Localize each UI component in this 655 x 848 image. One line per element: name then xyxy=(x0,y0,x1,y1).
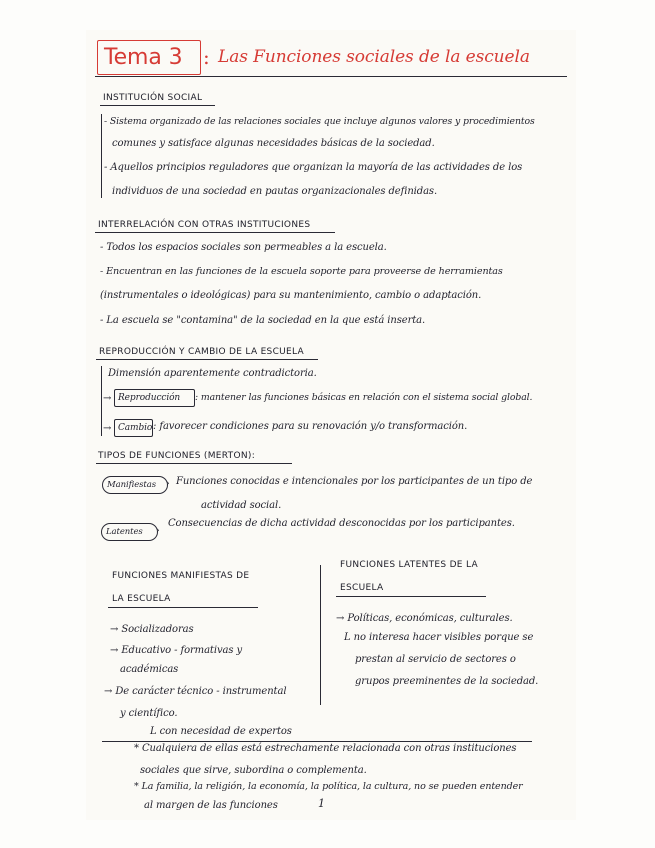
heading-underline xyxy=(100,105,215,106)
interrelacion-line-2: - Encuentran en las funciones de la escuela soporte para proveerse de herramientas xyxy=(100,266,503,277)
note-line-4: al margen de las funciones xyxy=(144,800,278,811)
latentes-item-4: grupos preeminentes de la sociedad. xyxy=(355,676,539,687)
manifiestas-item-5: y científico. xyxy=(120,708,178,719)
latentes-arrow: › xyxy=(156,526,160,536)
heading-interrelacion: INTERRELACIÓN CON OTRAS INSTITUCIONES xyxy=(98,220,311,230)
institucion-line-1: - Sistema organizado de las relaciones sociales que incluye algunos valores y procedimientos xyxy=(104,116,535,127)
institucion-line-4: individuos de una sociedad en pautas organizacionales definidas. xyxy=(112,186,438,197)
heading-reproduccion: REPRODUCCIÓN Y CAMBIO DE LA ESCUELA xyxy=(99,347,305,357)
column-underline xyxy=(108,607,258,608)
reproduccion-text: : mantener las funciones básicas en relación con el sistema social global. xyxy=(195,392,533,403)
title-colon: : xyxy=(203,45,210,69)
institucion-bracket xyxy=(101,114,102,198)
manifiestas-item-3: académicas xyxy=(120,664,179,675)
manifiestas-item-1: → Socializadoras xyxy=(110,624,194,635)
latentes-item-1: → Políticas, económicas, culturales. xyxy=(336,613,513,624)
notes-divider xyxy=(102,741,532,742)
manifiestas-item-6: L con necesidad de expertos xyxy=(150,726,292,737)
reproduccion-label: Reproducción xyxy=(118,393,181,403)
heading-tipos: TIPOS DE FUNCIONES (MERTON): xyxy=(98,451,256,461)
manifiestas-label: Manifiestas xyxy=(107,480,156,490)
cambio-label: Cambio xyxy=(118,423,153,433)
column-divider xyxy=(320,565,321,705)
manifiestas-item-4: → De carácter técnico - instrumental xyxy=(104,686,287,697)
note-line-2: sociales que sirve, subordina o complementa. xyxy=(140,765,367,776)
title-underline xyxy=(95,76,567,77)
note-line-3: * La familia, la religión, la economía, la política, la cultura, no se pueden entender xyxy=(134,781,523,792)
latentes-item-3: prestan al servicio de sectores o xyxy=(355,654,516,665)
heading-underline xyxy=(96,463,292,464)
institucion-line-2: comunes y satisface algunas necesidades básicas de la sociedad. xyxy=(112,138,435,149)
manifiestas-col-heading-1: FUNCIONES MANIFIESTAS DE xyxy=(112,571,250,581)
page-title: Las Funciones sociales de la escuela xyxy=(218,47,530,67)
manifiestas-item-2: → Educativo - formativas y xyxy=(110,645,243,656)
latentes-item-2: L no interesa hacer visibles porque se xyxy=(344,632,534,643)
manifiestas-arrow: › xyxy=(166,479,170,489)
cambio-text: : favorecer condiciones para su renovación y/o transformación. xyxy=(153,421,468,432)
note-line-1: * Cualquiera de ellas está estrechamente relacionada con otras instituciones xyxy=(134,743,517,754)
manifiestas-text-1: Funciones conocidas e intencionales por los participantes de un tipo de xyxy=(176,476,533,487)
institucion-line-3: - Aquellos principios reguladores que organizan la mayoría de las actividades de los xyxy=(104,162,523,173)
latentes-col-heading-1: FUNCIONES LATENTES DE LA xyxy=(340,560,478,570)
reproduccion-dimension: Dimensión aparentemente contradictoria. xyxy=(108,368,317,379)
interrelacion-line-4: - La escuela se "contamina" de la sociedad en la que está inserta. xyxy=(100,315,426,326)
reproduccion-bracket xyxy=(101,366,102,436)
column-underline xyxy=(336,596,486,597)
tema-label: Tema 3 xyxy=(104,45,183,70)
latentes-text: Consecuencias de dicha actividad desconocidas por los participantes. xyxy=(168,518,515,529)
cambio-arrow: → xyxy=(103,423,112,434)
heading-underline xyxy=(96,359,318,360)
manifiestas-col-heading-2: LA ESCUELA xyxy=(112,594,171,604)
heading-institucion: INSTITUCIÓN SOCIAL xyxy=(103,93,203,103)
latentes-label: Latentes xyxy=(106,527,143,537)
latentes-col-heading-2: ESCUELA xyxy=(340,583,384,593)
page-number: 1 xyxy=(318,797,325,810)
interrelacion-line-3: (instrumentales o ideológicas) para su mantenimiento, cambio o adaptación. xyxy=(100,290,482,301)
manifiestas-text-2: actividad social. xyxy=(201,500,282,511)
interrelacion-line-1: - Todos los espacios sociales son permeables a la escuela. xyxy=(100,242,387,253)
reproduccion-arrow-1: → xyxy=(103,393,112,404)
heading-underline xyxy=(95,232,335,233)
